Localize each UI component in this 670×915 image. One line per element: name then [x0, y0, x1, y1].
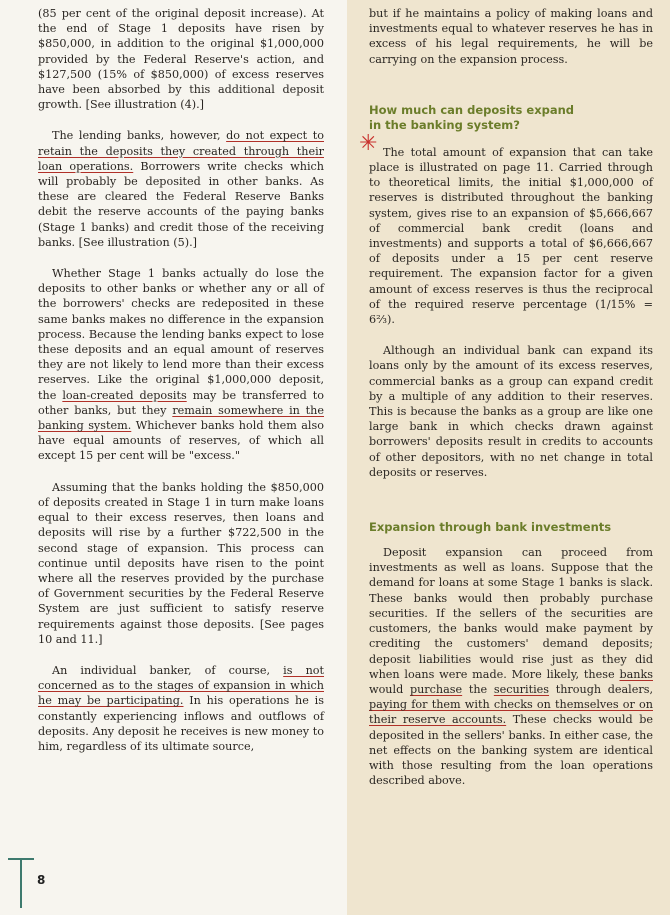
corner-mark-icon	[20, 858, 22, 908]
paragraph: but if he maintains a policy of making loans and investments equal to whatever reserves he has in excess of his legal requirements, he will be carrying on the expansion process.	[369, 7, 653, 66]
underlined-text: securities	[493, 682, 550, 696]
section-heading: Expansion through bank investments	[369, 520, 612, 535]
paragraph: Although an individual bank can expand its loans only by the amount of its excess reserves, commercial banks as a group can expand credit by a multiple of any addition to their reserves. This is because the banks as a group are like one large bank in which checks drawn against borrowers' deposits result in credits to accounts of other depositors, with no net change in total deposits or reserves.	[369, 344, 653, 479]
right-text	[369, 6, 653, 788]
underlined-text: is not concerned as to the stages of expansion in which he may be participating.	[38, 663, 325, 708]
paragraph: (85 per cent of the original deposit increase). At the end of Stage 1 deposits have risen by $850,000, in addition to the original $1,000,000 provided by the Federal Reserve's action, and $127,500 (15% of $850,000) of excess reserves have been absorbed by this additional deposit growth. [See illustration (4).]	[38, 7, 324, 112]
underlined-text: remain somewhere in the banking system.	[38, 403, 324, 433]
paragraph: Whether Stage 1 banks actually do lose the deposits to other banks or whether any or all of the borrowers' checks are redeposited in these same banks makes no difference in the expansion process. Because the lending banks expect to lose these deposits and an equal amount of reserves they are not likely to lend more than their excess reserves. Like the original $1,000,000 deposit, the loan-created deposits may be transferred to other banks, but they remain somewhere in the banking system. Whichever banks hold them also have equal amounts of reserves, of which all except 15 per cent will be "excess."	[38, 267, 324, 463]
paragraph: An individual banker, of course, is not concerned as to the stages of expansion in which he may be participating. In his operations he is constantly experiencing inflows and outflows of deposits. Any deposit he receives is new money to him, regardless of its ultimate source,	[38, 663, 325, 753]
right-column	[347, 0, 670, 915]
paragraph: Assuming that the banks holding the $850,000 of deposits created in Stage 1 in turn make loans equal to their excess reserves, then loans and deposits will rise by a further $722,500 in the second stage of expansion. This process can continue until deposits have risen to the point where all the reserves provided by the purchase of Government securities by the Federal Reserve System are just sufficient to satisfy reserve requirements against those deposits. [See pages 10 and 11.]	[38, 480, 324, 646]
paragraph: The lending banks, however, do not expect to retain the deposits they created through their loan operations. Borrowers write checks which will probably be deposited in other banks. As these are cleared the Federal Reserve Banks debit the reserve accounts of the paying banks (Stage 1 banks) and credit those of the receiving banks. [See illustration (5).]	[38, 129, 324, 249]
underlined-text: do not expect to retain the deposits they created through their loan operations.	[38, 129, 324, 173]
underlined-text: banks	[619, 667, 653, 681]
underlined-text: purchase	[409, 682, 463, 696]
paragraph: Deposit expansion can proceed from investments as well as loans. Suppose that the demand for loans at some Stage 1 banks is slack. These banks would then probably purchase securities. If the sellers of the securities are customers, the banks would make payment by crediting the customers' demand deposits; deposit liabilities would rise just as they did when loans were made. More likely, these banks would purchase the securities through dealers, paying for them with checks on themselves or on their reserve accounts. These checks would be deposited in the sellers' banks. In either case, the net effects on the banking system are identical with those resulting from the loan operations described above.	[369, 546, 654, 788]
paragraph: The total amount of expansion that can take place is illustrated on page 11. Carried through to theoretical limits, the initial $1,000,000 of reserves is distributed throughout the banking system, gives rise to an expansion of $5,666,667 of commercial bank credit (loans and investments) and supports a total of $6,666,667 of deposits under a 15 per cent reserve requirement. The expansion factor for a given amount of excess reserves is thus the reciprocal of the required reserve percentage (1/15% = 6⅔).	[369, 145, 653, 327]
section-heading: How much can deposits expand in the banking system?	[369, 102, 575, 132]
asterisk-icon: ✳	[359, 131, 378, 156]
underlined-text: loan-created deposits	[62, 388, 187, 402]
left-text	[38, 6, 324, 754]
page-number: 8	[37, 873, 46, 887]
underlined-text: paying for them with checks on themselves or on their reserve accounts.	[369, 698, 653, 727]
